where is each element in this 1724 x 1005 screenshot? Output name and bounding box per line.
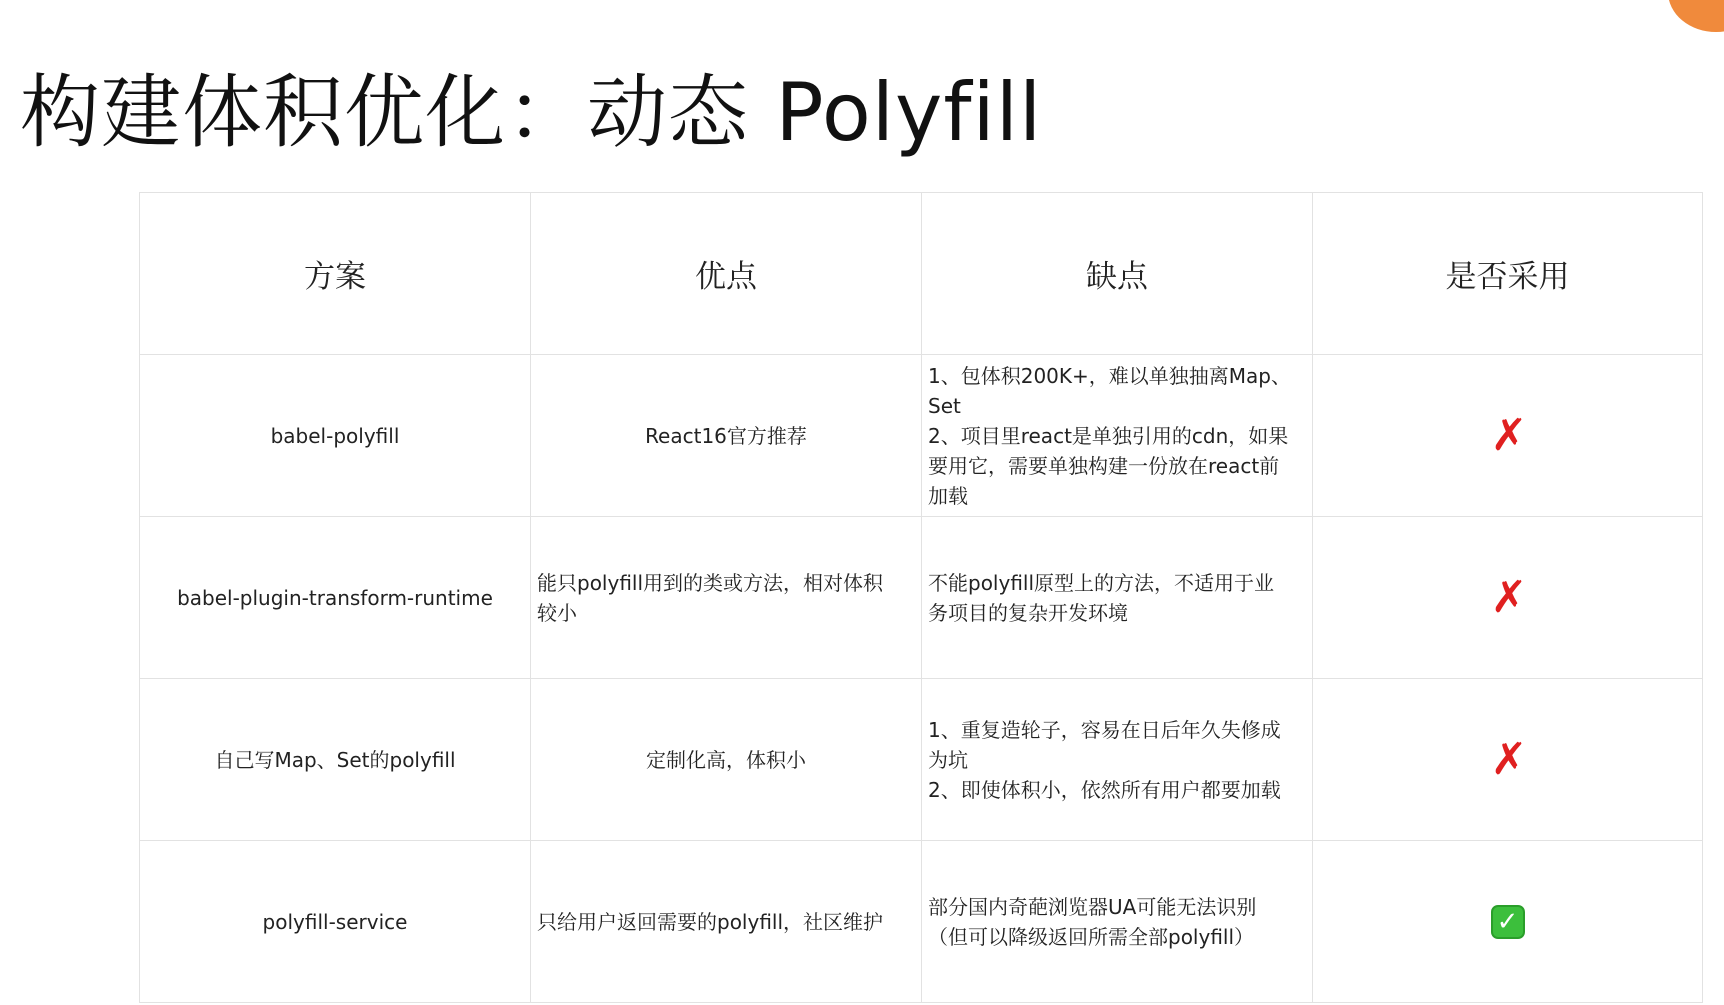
pros-cell bbox=[531, 517, 922, 679]
scheme-cell bbox=[140, 679, 531, 841]
corner-decoration bbox=[1668, 0, 1724, 32]
table-row bbox=[140, 517, 1703, 679]
cons-line: 不能polyfill原型上的方法，不适用于业 bbox=[928, 570, 1275, 595]
table-row bbox=[140, 679, 1703, 841]
cons-line: 2、即使体积小，依然所有用户都要加载 bbox=[928, 777, 1281, 802]
cross-icon: ✗ bbox=[1490, 733, 1528, 785]
pros-line: 只给用户返回需要的polyfill，社区维护 bbox=[537, 909, 884, 934]
header-pros: 优点 bbox=[531, 193, 922, 355]
pros-line: React16官方推荐 bbox=[645, 423, 807, 448]
cons-line: 务项目的复杂开发环境 bbox=[928, 600, 1128, 625]
comparison-table bbox=[139, 192, 1703, 1003]
cons-line: （但可以降级返回所需全部polyfill） bbox=[928, 924, 1255, 949]
cons-line: 加载 bbox=[928, 483, 968, 508]
pros-line: 定制化高，体积小 bbox=[646, 747, 806, 772]
scheme-text: babel-polyfill bbox=[270, 423, 400, 448]
header-cons: 缺点 bbox=[922, 193, 1313, 355]
cons-line: 要用它，需要单独构建一份放在react前 bbox=[928, 453, 1280, 478]
header-adopted: 是否采用 bbox=[1313, 193, 1703, 355]
table-row bbox=[140, 841, 1703, 1003]
adopted-cell bbox=[1313, 841, 1703, 1003]
scheme-text: polyfill-service bbox=[262, 909, 408, 934]
cons-line: 1、包体积200K+，难以单独抽离Map、 bbox=[928, 363, 1291, 388]
pros-cell bbox=[531, 355, 922, 517]
scheme-text: babel-plugin-transform-runtime bbox=[177, 585, 493, 610]
adopted-cell bbox=[1313, 355, 1703, 517]
pros-cell bbox=[531, 841, 922, 1003]
cross-icon: ✗ bbox=[1490, 571, 1528, 623]
pros-cell bbox=[531, 679, 922, 841]
cons-line: 1、重复造轮子，容易在日后年久失修成 bbox=[928, 717, 1281, 742]
scheme-cell bbox=[140, 517, 531, 679]
adopted-cell bbox=[1313, 517, 1703, 679]
cross-icon: ✗ bbox=[1490, 409, 1528, 461]
scheme-cell bbox=[140, 841, 531, 1003]
pros-line: 较小 bbox=[537, 600, 577, 625]
cons-line: 部分国内奇葩浏览器UA可能无法识别 bbox=[928, 894, 1257, 919]
slide-title: 构建体积优化：动态 Polyfill bbox=[20, 65, 1043, 159]
scheme-text: 自己写Map、Set的polyfill bbox=[214, 747, 456, 772]
cons-line: 为坑 bbox=[928, 747, 968, 772]
check-icon: ✓ bbox=[1491, 905, 1525, 939]
cons-line: 2、项目里react是单独引用的cdn，如果 bbox=[928, 423, 1289, 448]
table-header-row bbox=[140, 193, 1703, 355]
table-row bbox=[140, 355, 1703, 517]
cons-cell bbox=[922, 841, 1313, 1003]
adopted-cell bbox=[1313, 679, 1703, 841]
cons-cell bbox=[922, 517, 1313, 679]
scheme-cell bbox=[140, 355, 531, 517]
cons-line: Set bbox=[928, 393, 961, 418]
pros-line: 能只polyfill用到的类或方法，相对体积 bbox=[537, 570, 884, 595]
cons-cell bbox=[922, 679, 1313, 841]
cons-cell bbox=[922, 355, 1313, 517]
header-scheme: 方案 bbox=[140, 193, 531, 355]
